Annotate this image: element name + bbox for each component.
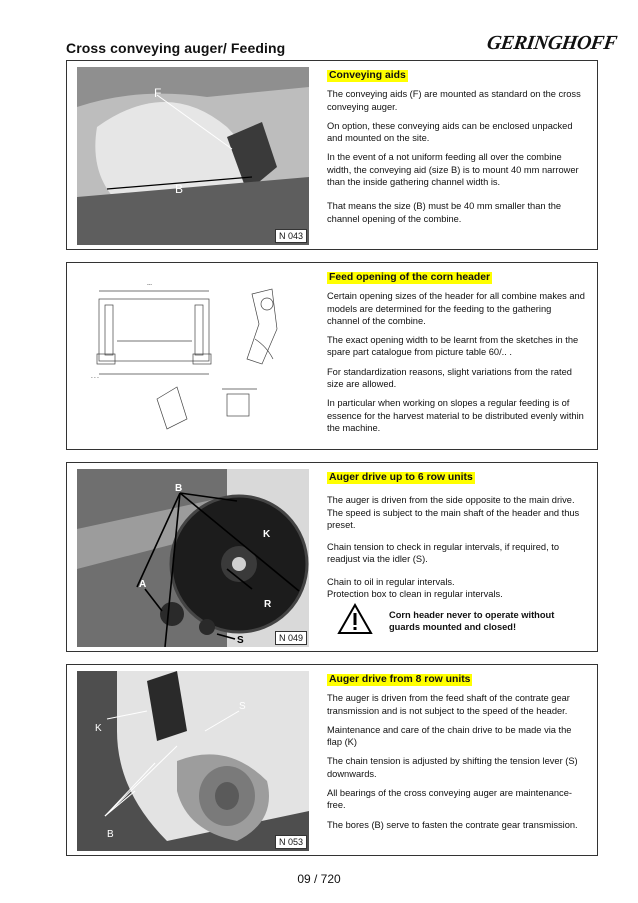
feed-opening-drawing [77,269,309,445]
paragraph: The exact opening width to be learnt from the sketches in the spare part catalogue from picture table 60/.. . [327,335,579,358]
sprocket-photo-illustration [77,469,309,647]
figure-code: N 049 [275,631,307,645]
section-text [327,673,585,838]
paragraph: Maintenance and care of the chain drive to be made via the flap (K) [327,724,572,748]
section-heading: Feed opening of the corn header [329,272,491,283]
paragraph: The conveying aids (F) are mounted as standard on the cross conveying auger. [327,89,581,112]
conveying-aids-photo [77,67,309,245]
paragraph: In the event of a not uniform feeding all over the combine width, the conveying aid (size B) is to mount 40 mm narrower than the inside gathering channel width is. [327,152,579,188]
label-f: F [154,86,162,100]
label-k: K [263,529,271,540]
paragraph: In particular when working on slopes a regular feeding is of essence for the harvest material to be distributed evenly within the machine. [327,398,584,433]
section-text [327,271,585,441]
label-k: K [95,723,102,734]
gearbox-photo-illustration [77,671,309,851]
section-heading: Auger drive from 8 row units [329,674,471,685]
section-feed-opening [66,262,598,450]
warning-text: Corn header never to operate without guards mounted and closed! [389,610,555,632]
paragraph: Protection box to clean in regular intervals. [327,589,503,599]
label-b: B [175,483,183,494]
label-b: B [175,182,184,196]
paragraph: Certain opening sizes of the header for all combine makes and models are determined for the feeding to the gathering channel of the combine. [327,291,585,326]
label-a: A [139,579,147,590]
section-auger-drive-6 [66,462,598,652]
paragraph: The chain tension is adjusted by shifting the tension lever (S) downwards. [327,756,578,779]
figure-code: N 043 [275,229,307,243]
section-auger-drive-8 [66,664,598,856]
section-text [327,471,585,599]
paragraph: All bearings of the cross conveying auger are maintenance-free. [327,788,572,811]
svg-text:- - -: - - - [91,375,99,381]
paragraph: The bores (B) serve to fasten the contrate gear transmission. [327,819,578,830]
label-r: R [264,599,272,610]
svg-text:---: --- [147,282,152,288]
auger-photo-illustration [77,67,309,245]
paragraph: Chain tension to check in regular intervals, if required, to readjust via the idler (S). [327,542,560,565]
auger-drive-8-photo [77,671,309,851]
label-s: S [239,701,246,712]
paragraph: The auger is driven from the side opposite to the main drive. The speed is subject to the main shaft of the header and thus preset. [327,495,580,530]
label-b: B [107,829,114,840]
paragraph: That means the size (B) must be 40 mm smaller than the channel opening of the combine. [327,201,562,224]
figure-code: N 053 [275,835,307,849]
section-text [327,69,585,232]
paragraph: The auger is driven from the feed shaft of the contrate gear transmission and is not subject to the speed of the header. [327,693,570,716]
geringhoff-logo: GERINGHOFF [485,32,619,54]
page-title: Cross conveying auger/ Feeding [66,40,286,56]
section-conveying-aids [66,60,598,250]
warning-notice [337,603,587,637]
paragraph: Chain to oil in regular intervals. [327,576,455,587]
label-s: S [237,635,244,646]
paragraph: For standardization reasons, slight variations from the rated size are allowed. [327,366,572,390]
page-number: 09 / 720 [297,872,341,886]
technical-drawing [77,269,309,445]
section-heading: Auger drive up to 6 row units [329,472,473,483]
paragraph: On option, these conveying aids can be enclosed unpacked and mounted on the site. [327,120,573,144]
section-heading: Conveying aids [329,70,406,81]
auger-drive-photo [77,469,309,647]
warning-triangle-icon [337,603,373,635]
